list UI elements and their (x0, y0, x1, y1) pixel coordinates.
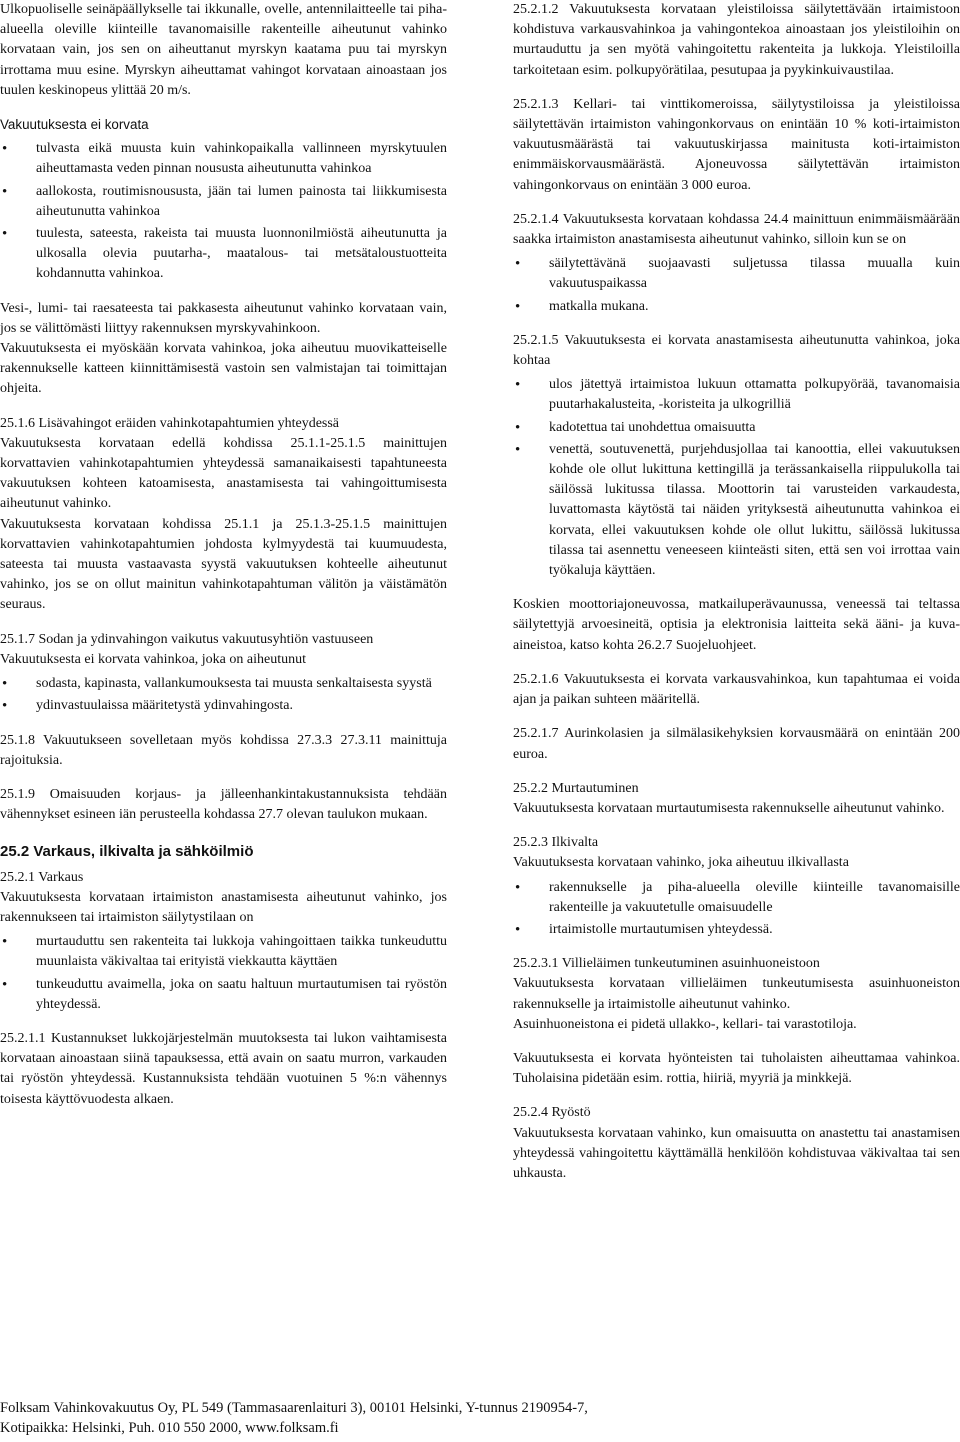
list-item: • irtaimistolle murtautumisen yhteydessä. (513, 920, 960, 940)
list-item: • ydinvastuulaissa määritetystä ydinvahingosta. (0, 696, 447, 716)
section-25-2-2-title: 25.2.2 Murtautuminen (513, 780, 639, 796)
section-25-2-3-1-paragraph-2: Asuinhuoneistona ei pidetä ullakko-, kellari- tai varastotiloja. (513, 1016, 857, 1032)
list-item: • venettä, soutuvenettä, purjehdusjollaa tai kanoottia, ellei vakuutuksen kohde ole ollut lukittuna kettingillä ja terässankaisella riippulukolla tai säilössä lukitussa tilassa. Moottorin tai varusteiden varkaudesta, luvattomasta käytöstä tai näiden yrityksestä aiheutunutta vahinkoa ei korvata, ellei vakuutuksen kohde ole ollut lukittu, säilössä lukitussa tilassa tai asennettu veneeseen kiinteästi siten, että sen voi irrottaa vain työkaluja käyttäen. (513, 440, 960, 581)
section-25-1-9: 25.1.9 Omaisuuden korjaus- ja jälleenhankintakustannuksista tehdään vähennykset esineen iän perusteella kohdassa 27.7 olevan taulukon mukaan. (0, 786, 447, 823)
section-25-2-1-4-intro: 25.2.1.4 Vakuutuksesta korvataan kohdassa 24.4 mainittuun enimmäismäärään saakka irtaimiston anastamisesta aiheutunut vahinko, silloin kun se on (513, 211, 960, 248)
vandalism-list (513, 878, 960, 941)
not-covered-list (0, 139, 447, 284)
section-25-2-1-intro: Vakuutuksesta korvataan irtaimiston anastamisesta aiheutunut vahinko, jos rakennukseen tai irtaimiston säilytystilaan on (0, 889, 447, 925)
section-25-2-1-3: 25.2.1.3 Kellari- tai vinttikomeroissa, säilytystiloissa ja yleistiloissa säilytettävän irtaimiston vahingonkorvaus on enintään 10 % koti-irtaimiston vakuutusmäärästä tai vakuutuskirjassa mainitusta koti-irtaimiston enimmäiskorvausmäärästä. Ajoneuvossa säilytettävän irtaimiston vahingonkorvaus on enintään 3 000 euroa. (513, 96, 960, 193)
section-25-2-3-title: 25.2.3 Ilkivalta (513, 835, 599, 851)
not-covered-title: Vakuutuksesta ei korvata (0, 117, 149, 133)
left-column (0, 0, 447, 1110)
section-25-2-3-intro: Vakuutuksesta korvataan vahinko, joka aiheutuu ilkivallasta (513, 855, 849, 871)
storm-damage-paragraph: Ulkopuoliselle seinäpäällykselle tai ikkunalle, ovelle, antennilaitteelle tai piha-alueella oleville kiinteille tavanomaisille rakenteille aiheutunut vahinko korvataan vain, jos sen on aiheuttanut myrskyn kaatama puu tai myrskyn irrottama muu esine. Myrskyn aiheuttamat vahingot korvataan ainoastaan jos tuulen keskinopeus ylittää 20 m/s. (0, 2, 447, 98)
list-item: • aallokosta, routimisnoususta, jään tai lumen painosta tai liikkumisesta aiheutunutta vahinkoa (0, 182, 447, 222)
section-25-2-1-1: 25.2.1.1 Kustannukset lukkojärjestelmän muutoksesta tai lukon vaihtamisesta korvataan ainoastaan siinä tapauksessa, että avain on saatu murron, varkauden tai ryöstön yhteydessä. Kustannuksista tehdään vuotuinen 5 %:n vähennys toisesta käyttövuodesta alkaen. (0, 1030, 447, 1107)
list-item: • matkalla mukana. (513, 297, 960, 317)
plastic-roof-paragraph: Vakuutuksesta ei myöskään korvata vahinkoa, joka aiheutuu muovikatteiselle rakennukselle katteen kiinnittämisestä vastoin sen valmistajan tai toimittajan ohjeita. (0, 341, 447, 397)
section-25-2-4-paragraph: Vakuutuksesta korvataan vahinko, kun omaisuutta on anastettu tai anastamisen yhteydessä vahingoitettu käyttämällä henkilöön kohdistuvaa väkivaltaa tai sen uhkausta. (513, 1125, 960, 1181)
list-item: • ulos jätettyä irtaimistoa lukuun ottamatta polkupyörää, tavanomaisia puutarhakalusteita, -koristeita ja ulkogrilliä (513, 375, 960, 415)
list-item: • sodasta, kapinasta, vallankumouksesta tai muusta senkaltaisesta syystä (0, 674, 447, 694)
page-footer (0, 1398, 960, 1438)
section-25-2-1-5-intro: 25.2.1.5 Vakuutuksesta ei korvata anastamisesta aiheutunutta vahinkoa, joka kohtaa (513, 332, 960, 369)
section-25-2-1-title: 25.2.1 Varkaus (0, 869, 84, 885)
section-25-2-1-2: 25.2.1.2 Vakuutuksesta korvataan yleistiloissa säilytettävään irtaimistoon kohdistuva varkausvahinkoa ja vahingontekoa ainoastaan jos yleistiloihin on murtauduttu ja sen myötä vahingoitettu rakenteita ja lukkoja. Yleistiloilla tarkoitetaan esim. polkupyörätilaa, pesutupaa ja pyykinkuivaustilaa. (513, 2, 960, 78)
list-item: • tulvasta eikä muusta kuin vahinkopaikalla vallinneen myrskytuulen aiheuttamasta veden pinnan noususta aiheutunutta vahinkoa (0, 139, 447, 179)
section-25-2-3-1-title: 25.2.3.1 Villieläimen tunkeutuminen asuinhuoneistoon (513, 956, 820, 972)
section-25-2-3-1-paragraph: Vakuutuksesta korvataan villieläimen tunkeutumisesta asuinhuoneiston rakennukselle ja irtaimistolle aiheutunut vahinko. (513, 976, 960, 1012)
valuables-paragraph: Koskien moottoriajoneuvossa, matkailuperävaunussa, veneessä tai teltassa säilytettyjä arvoesineitä, optisia ja elektronisia laitteita sekä ääni- ja kuva-aineistoa, katso kohta 26.2.7 Suojeluohjeet. (513, 597, 960, 653)
section-25-2-1-6: 25.2.1.6 Vakuutuksesta ei korvata varkausvahinkoa, kun tapahtumaa ei voida ajan ja paikan suhteen määritellä. (513, 671, 960, 708)
pests-paragraph: Vakuutuksesta ei korvata hyönteisten tai tuholaisten aiheuttamaa vahinkoa. Tuholaisina pidetään esim. rottia, hiiriä, myyriä ja minkkejä. (513, 1050, 960, 1087)
burglary-list (0, 932, 447, 1015)
list-item: • rakennukselle ja piha-alueella oleville kiinteille tavanomaisille rakenteille ja vakuutetulle omaisuudelle (513, 878, 960, 918)
section-25-1-7-intro: Vakuutuksesta ei korvata vahinkoa, joka on aiheutunut (0, 651, 306, 667)
section-25-1-6-paragraph: Vakuutuksesta korvataan edellä kohdissa 25.1.1-25.1.5 mainittujen korvattavien vahinkotapahtumien yhteydessä samanaikaisesti tapahtuneesta vakuutuksen kohteen katoamisesta, anastamisesta tai vahingoittumisesta aiheutunut vahinko. (0, 435, 447, 512)
section-25-2-1-7: 25.2.1.7 Aurinkolasien ja silmälasikehyksien korvausmäärä on enintään 200 euroa. (513, 726, 960, 762)
list-item: • murtauduttu sen rakenteita tai lukkoja vahingoittaen taikka tunkeuduttu muunlaista väkivaltaa tai erityistä viekkautta käyttäen (0, 932, 447, 972)
section-25-2-4-title: 25.2.4 Ryöstö (513, 1105, 591, 1121)
footer-company-line: Folksam Vahinkovakuutus Oy, PL 549 (Tammasaarenlaituri 3), 00101 Helsinki, Y-tunnus 2190954-7, (0, 1400, 588, 1416)
right-column (513, 0, 960, 1184)
section-25-1-8: 25.1.8 Vakuutukseen sovelletaan myös kohdissa 27.3.3 27.3.11 mainittuja rajoituksia. (0, 732, 447, 768)
list-item: • tunkeuduttu avaimella, joka on saatu haltuun murtautumisen tai ryöstön yhteydessä. (0, 975, 447, 1015)
precipitation-paragraph: Vesi-, lumi- tai raesateesta tai pakkasesta aiheutunut vahinko korvataan vain, jos se välittömästi liittyy rakennuksen myrskyvahinkoon. (0, 300, 447, 336)
footer-contact-line: Kotipaikka: Helsinki, Puh. 010 550 2000, www.folksam.fi (0, 1420, 339, 1436)
theft-exclusions-list (513, 375, 960, 581)
section-25-1-6-paragraph-2: Vakuutuksesta korvataan kohdissa 25.1.1 ja 25.1.3-25.1.5 mainittujen korvattavien vahinkotapahtumien johdosta kylmyydestä tai kuumuudesta, sateesta tai muusta vastaavasta syystä vakuutuksen kohteelle aiheutunut vahinko, jos se on ollut mainitun vahinkotapahtuman välitön ja väistämätön seuraus. (0, 516, 447, 613)
list-item: • säilytettävänä suojaavasti suljetussa tilassa muualla kuin vakuutuspaikassa (513, 254, 960, 294)
list-item: • kadotettua tai unohdettua omaisuutta (513, 418, 960, 438)
section-25-1-6-title: 25.1.6 Lisävahingot eräiden vahinkotapahtumien yhteydessä (0, 415, 340, 431)
war-damage-list (0, 674, 447, 716)
section-25-2-heading: 25.2 Varkaus, ilkivalta ja sähköilmiö (0, 843, 254, 861)
section-25-2-2-paragraph: Vakuutuksesta korvataan murtautumisesta rakennukselle aiheutunut vahinko. (513, 800, 945, 816)
storage-list (513, 254, 960, 317)
section-25-1-7-title: 25.1.7 Sodan ja ydinvahingon vaikutus vakuutusyhtiön vastuuseen (0, 631, 374, 647)
list-item: • tuulesta, sateesta, rakeista tai muusta luonnonilmiöstä aiheutunutta ja ulkosalla olevia puutarha-, maatalous- tai metsätaloustuotteita kohdannutta vahinkoa. (0, 224, 447, 285)
